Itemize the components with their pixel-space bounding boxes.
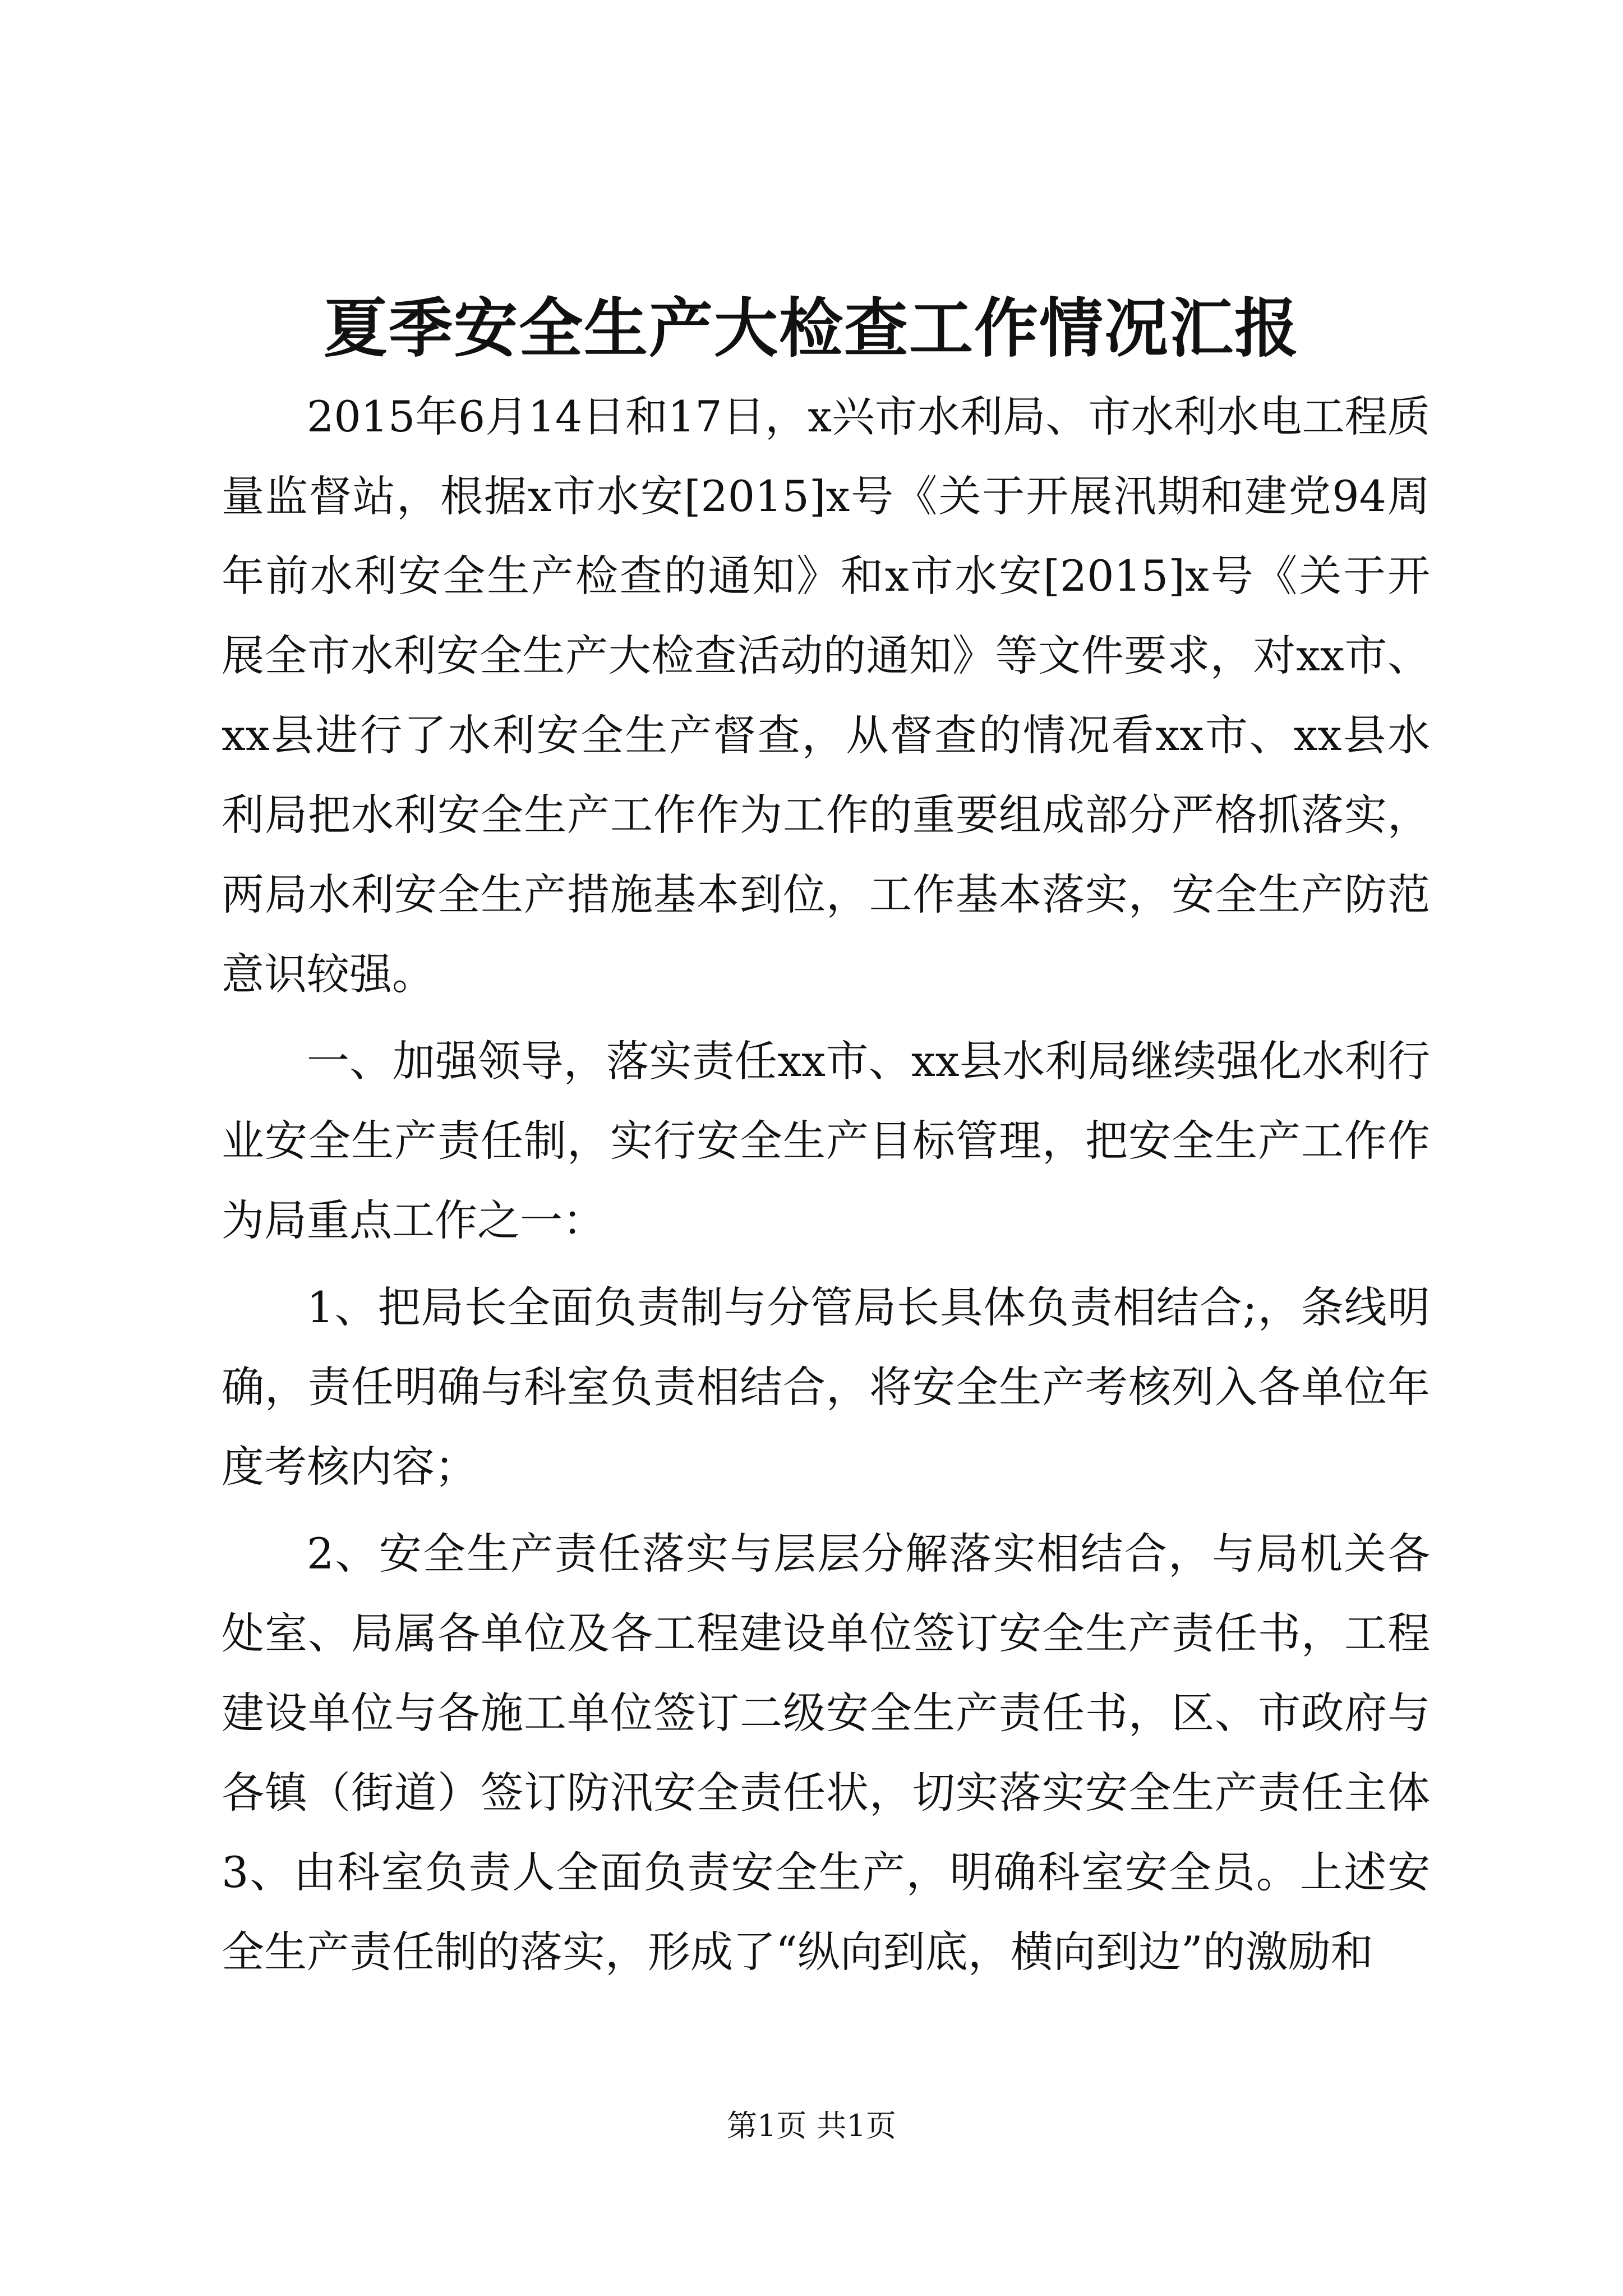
paragraph-intro: 2015年6月14日和17日，x兴市水利局、市水利水电工程质量监督站，根据x市水安[2015]x号《关于开展汛期和建党94周年前水利安全生产检查的通知》和x市水安[2015]x号《关于开展全市水利安全生产大检查活动的通知》等文件要求，对xx市、xx县进行了水利安全生产督查，从督查的情况看xx市、xx县水利局把水利安全生产工作作为工作的重要组成部分严格抓落实，两局水利安全生产措施基本到位，工作基本落实，安全生产防范意识较强。 <box>222 392 1430 999</box>
document-body <box>222 377 1430 1992</box>
paragraph-section-1: 一、加强领导，落实责任xx市、xx县水利局继续强化水利行业安全生产责任制，实行安全生产目标管理，把安全生产工作作为局重点工作之一： <box>222 1036 1430 1245</box>
page-number-footer: 第1页 共1页 <box>727 2108 896 2143</box>
paragraph-item-2: 2、安全生产责任落实与层层分解落实相结合，与局机关各处室、局属各单位及各工程建设单位签订安全生产责任书，工程建设单位与各施工单位签订二级安全生产责任书，区、市政府与各镇（街道）签订防汛安全责任状，切实落实安全生产责任主体3、由科室负责人全面负责安全生产，明确科室安全员。上述安全生产责任制的落实，形成了“纵向到底，横向到边”的激励和 <box>222 1529 1430 1977</box>
document-title: 夏季安全生产大检查工作情况汇报 <box>323 291 1299 366</box>
paragraph-item-1: 1、把局长全面负责制与分管局长具体负责相结合;，条线明确，责任明确与科室负责相结合，将安全生产考核列入各单位年度考核内容； <box>222 1282 1430 1492</box>
